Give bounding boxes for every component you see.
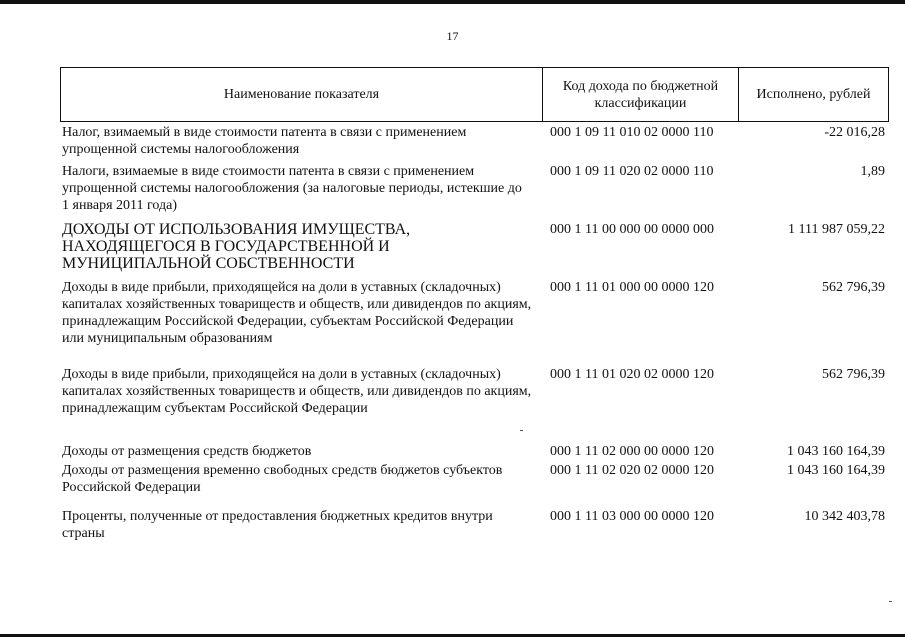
row-code: 000 1 11 02 020 02 0000 120 xyxy=(550,463,714,478)
row-code: 000 1 11 01 000 00 0000 120 xyxy=(550,280,714,295)
header-code-column: Код дохода по бюджетной классификации xyxy=(543,68,739,121)
page-number: 17 xyxy=(446,29,459,43)
row-amount: -22 016,28 xyxy=(824,125,885,140)
row-code: 000 1 11 01 020 02 0000 120 xyxy=(550,367,714,382)
row-code: 000 1 09 11 010 02 0000 110 xyxy=(550,125,714,140)
header-name-column: Наименование показателя xyxy=(61,68,543,121)
row-amount: 1 111 987 059,22 xyxy=(788,222,885,237)
row-amount: 10 342 403,78 xyxy=(804,509,885,524)
scan-speck xyxy=(889,601,892,602)
row-amount: 562 796,39 xyxy=(822,367,885,382)
row-amount: 1 043 160 164,39 xyxy=(787,463,885,478)
row-code: 000 1 11 00 000 00 0000 000 xyxy=(550,222,714,237)
row-name: Налоги, взимаемые в виде стоимости патента в связи с применением упрощенной системы налогообложения (за налоговые периоды, истекшие до 1 января 2011 года) xyxy=(62,164,522,213)
bottom-border-line xyxy=(0,634,905,637)
row-name: ДОХОДЫ ОТ ИСПОЛЬЗОВАНИЯ ИМУЩЕСТВА, НАХОДЯЩЕГОСЯ В ГОСУДАРСТВЕННОЙ И МУНИЦИПАЛЬНОЙ СОБСТВЕННОСТИ xyxy=(62,221,411,272)
row-amount: 1 043 160 164,39 xyxy=(787,444,885,459)
row-amount: 562 796,39 xyxy=(822,280,885,295)
row-name: Доходы от размещения средств бюджетов xyxy=(62,444,312,459)
header-amount-column: Исполнено, рублей xyxy=(756,87,871,102)
row-code: 000 1 11 03 000 00 0000 120 xyxy=(550,509,714,524)
row-amount: 1,89 xyxy=(860,164,885,179)
row-code: 000 1 09 11 020 02 0000 110 xyxy=(550,164,714,179)
row-name: Проценты, полученные от предоставления бюджетных кредитов внутри страны xyxy=(62,509,493,541)
row-name: Доходы в виде прибыли, приходящейся на доли в уставных (складочных) капиталах хозяйственных товариществ и обществ, или дивидендов по акциям, принадлежащим субъектам Российской Федерации xyxy=(62,367,532,416)
scan-speck xyxy=(520,430,523,431)
row-name: Доходы от размещения временно свободных средств бюджетов субъектов Российской Федерации xyxy=(62,463,503,495)
row-code: 000 1 11 02 000 00 0000 120 xyxy=(550,444,714,459)
row-name: Доходы в виде прибыли, приходящейся на доли в уставных (складочных) капиталах хозяйственных товариществ и обществ, или дивидендов по акциям, принадлежащим Российской Федерации, субъектам Российской Федерации или муниципальным образованиям xyxy=(62,280,532,346)
row-name: Налог, взимаемый в виде стоимости патента в связи с применением упрощенной системы налогообложения xyxy=(62,125,467,157)
top-border-line xyxy=(0,0,905,4)
table-header xyxy=(60,67,889,122)
